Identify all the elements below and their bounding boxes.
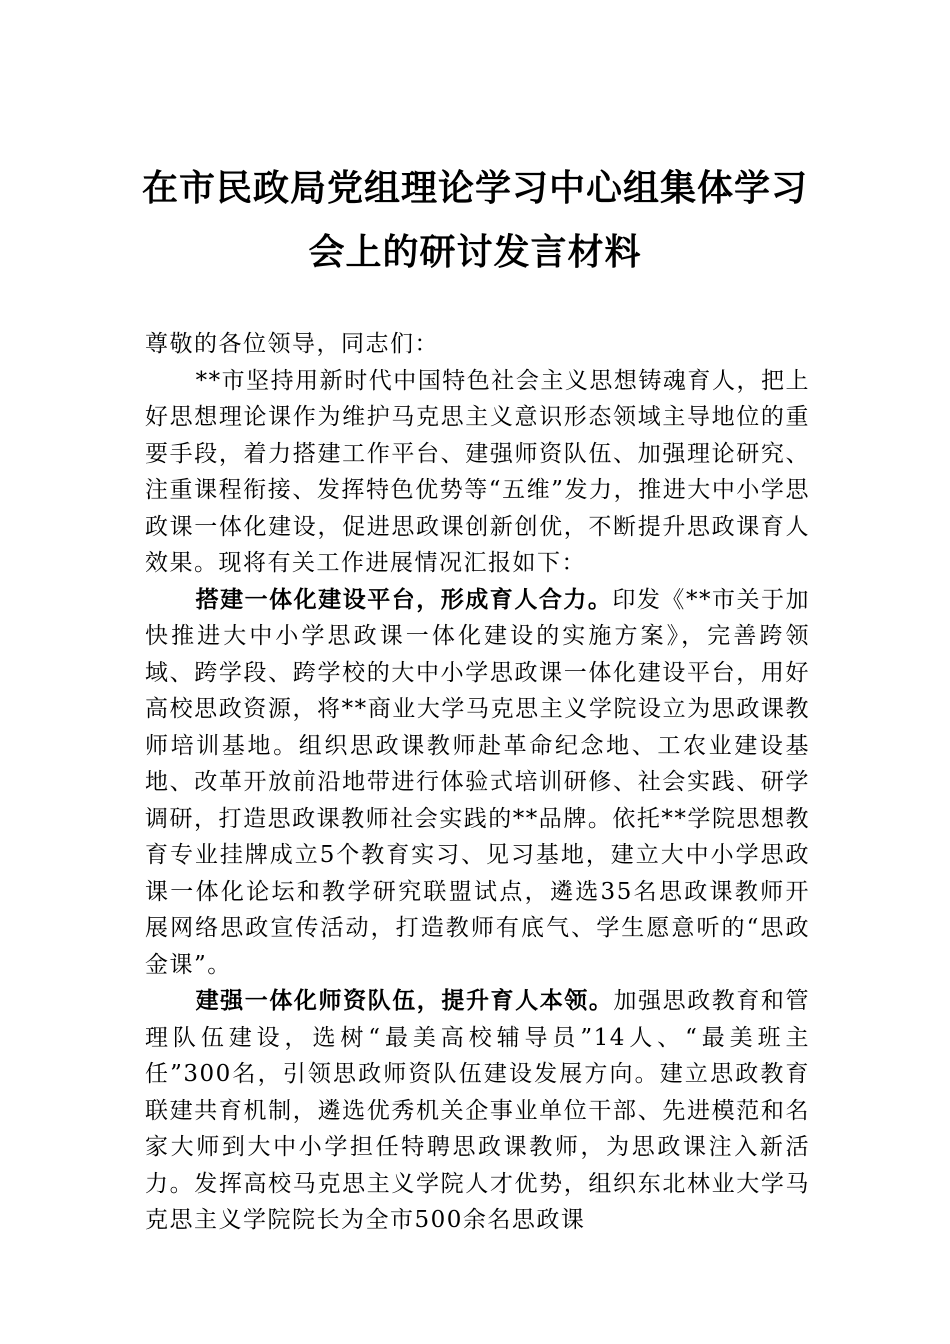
section-heading-2: 建强一体化师资队伍，提升育人本领。 xyxy=(195,988,614,1014)
intro-paragraph: **市坚持用新时代中国特色社会主义思想铸魂育人，把上好思想理论课作为维护马克思主义意识形态领域主导地位的重要手段，着力搭建工作平台、建强师资队伍、加强理论研究、注重课程衔接、发挥特色优势等“五维”发力，推进大中小学思政课一体化建设，促进思政课创新创优，不断提升思政课育人效果。现将有关工作进展情况汇报如下： xyxy=(145,367,810,576)
section-text-2: 加强思政教育和管理队伍建设，选树“最美高校辅导员”14人、“最美班主任”300名，引领思政师资队伍建设发展方向。建立思政教育联建共育机制，遴选优秀机关企事业单位干部、先进模范和名家大师到大中小学担任特聘思政课教师，为思政课注入新活力。发挥高校马克思主义学院人才优势，组织东北林业大学马克思主义学院院长为全市500余名思政课 xyxy=(145,988,811,1233)
section-text-1: 印发《**市关于加快推进大中小学思政课一体化建设的实施方案》，完善跨领域、跨学段、跨学校的大中小学思政课一体化建设平台，用好高校思政资源，将**商业大学马克思主义学院设立为思政课教师培训基地。组织思政课教师赴革命纪念地、工农业建设基地、改革开放前沿地带进行体验式培训研修、社会实践、研学调研，打造思政课教师社会实践的**品牌。依托**学院思想教育专业挂牌成立5个教育实习、见习基地，建立大中小学思政课一体化论坛和教学研究联盟试点，遴选35名思政课教师开展网络思政宣传活动，打造教师有底气、学生愿意听的“思政金课”。 xyxy=(145,586,811,978)
section-heading-1: 搭建一体化建设平台，形成育人合力。 xyxy=(195,586,613,613)
document-body xyxy=(145,326,810,1239)
salutation: 尊敬的各位领导，同志们： xyxy=(145,331,439,357)
document-title-line-1: 在市民政局党组理论学习中心组集体学习 xyxy=(141,167,808,209)
section-paragraph-1 xyxy=(145,582,810,984)
section-paragraph-2 xyxy=(145,983,810,1239)
document-title-line-2: 会上的研讨发言材料 xyxy=(308,231,642,273)
